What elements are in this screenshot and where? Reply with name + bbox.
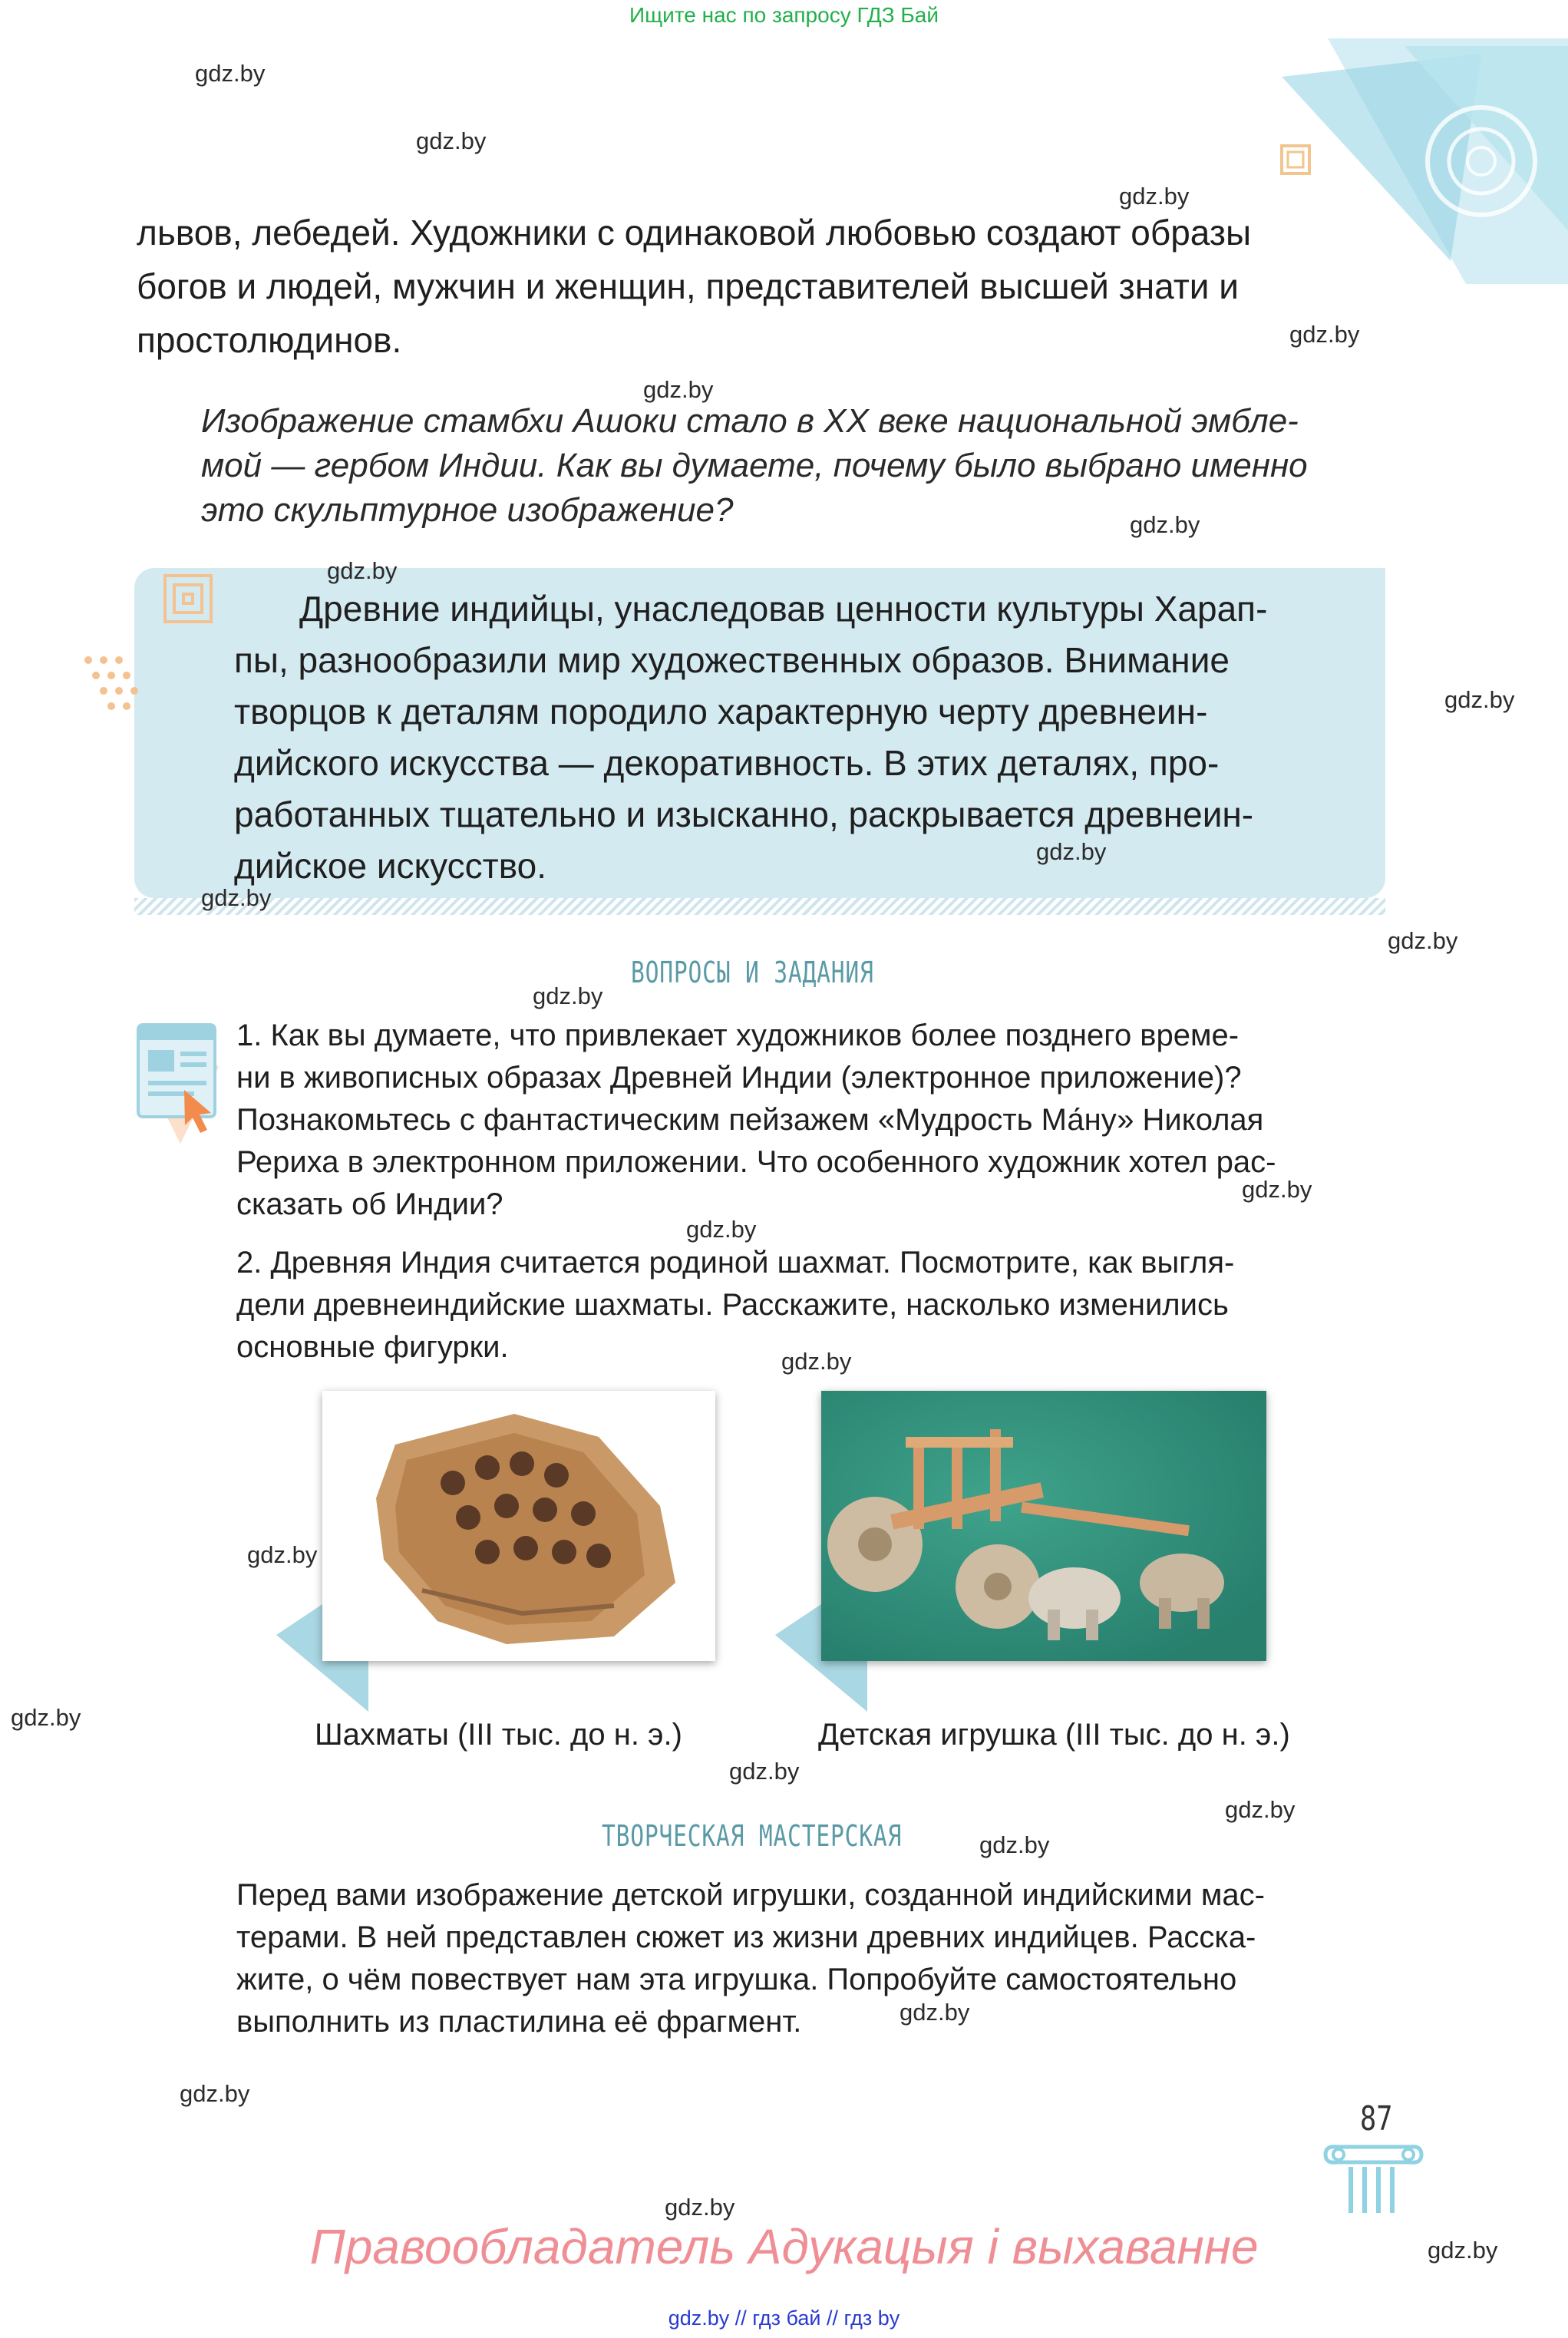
text-line: дели древнеиндийские шахматы. Расскажите, насколько изменились (236, 1288, 1229, 1322)
page-number: 87 (1360, 2099, 1393, 2138)
toy-photo (821, 1391, 1266, 1661)
watermark: gdz.by (1036, 838, 1107, 865)
copyright-footer: Правообладатель Адукацыя і выхаванне (309, 2219, 1259, 2274)
watermark: gdz.by (327, 557, 398, 584)
watermark: gdz.by (180, 2080, 250, 2107)
text-line: 2. Древняя Индия считается родиной шахмат. Посмотрите, как выгля- (236, 1246, 1235, 1280)
electronic-app-icon (134, 1021, 226, 1159)
watermark: gdz.by (533, 982, 603, 1009)
text-line: богов и людей, мужчин и женщин, представителей высшей знати и (137, 266, 1239, 306)
watermark: gdz.by (247, 1541, 318, 1568)
watermark: gdz.by (979, 1831, 1050, 1858)
watermark: gdz.by (1428, 2237, 1498, 2264)
questions-heading: ВОПРОСЫ И ЗАДАНИЯ (631, 956, 874, 989)
text-line: выполнить из пластилина её фрагмент. (236, 2005, 802, 2039)
workshop-text (236, 1874, 1389, 2043)
watermark: gdz.by (201, 884, 272, 911)
watermark: gdz.by (416, 127, 487, 154)
watermark: gdz.by (729, 1758, 800, 1785)
text-line: простолюдинов. (137, 320, 402, 360)
intro-paragraph (137, 206, 1388, 367)
watermark: gdz.by (665, 2194, 735, 2221)
summary-text (234, 583, 1347, 892)
ornament-icon (73, 560, 234, 737)
text-line: Рериха в электронном приложении. Что особенного художник хотел рас- (236, 1145, 1276, 1179)
text-line: Изображение стамбхи Ашоки стало в XX веке национальной эмбле- (201, 402, 1299, 440)
workshop-heading: ТВОРЧЕСКАЯ МАСТЕРСКАЯ (602, 1819, 903, 1853)
watermark: gdz.by (1119, 183, 1190, 210)
watermark: gdz.by (11, 1704, 81, 1731)
watermark: gdz.by (781, 1348, 852, 1375)
text-line: жите, о чём повествует нам эта игрушка. Попробуйте самостоятельно (236, 1963, 1237, 1996)
text-line: Познакомьтесь с фантастическим пейзажем «Мудрость Ма́ну» Николая (236, 1103, 1264, 1137)
text-line: ни в живописных образах Древней Индии (электронное приложение)? (236, 1061, 1242, 1095)
text-line: основные фигурки. (236, 1330, 509, 1364)
column-icon (1322, 2144, 1425, 2217)
summary-box-stripe (134, 898, 1385, 915)
watermark: gdz.by (1289, 321, 1360, 348)
watermark: gdz.by (900, 1999, 970, 2026)
watermark: gdz.by (195, 60, 266, 87)
text-line: 1. Как вы думаете, что привлекает художников более позднего време- (236, 1019, 1240, 1052)
text-line: творцов к деталям породило характерную черту древнеин- (234, 692, 1208, 731)
text-line: мой — гербом Индии. Как вы думаете, почему было выбрано именно (201, 447, 1308, 484)
chess-photo (322, 1391, 715, 1661)
task-1 (236, 1015, 1389, 1226)
watermark: gdz.by (1225, 1796, 1296, 1823)
italic-question (201, 399, 1391, 533)
watermark: gdz.by (1130, 511, 1200, 538)
watermark: gdz.by (1444, 686, 1515, 713)
text-line: работанных тщательно и изысканно, раскрывается древнеин- (234, 794, 1254, 834)
watermark: gdz.by (1388, 927, 1458, 954)
watermark: gdz.by (686, 1216, 757, 1243)
watermark: gdz.by (643, 376, 714, 403)
text-line: терами. В ней представлен сюжет из жизни древних индийцев. Расска- (236, 1920, 1256, 1954)
text-line: дийское искусство. (234, 846, 546, 886)
text-line: дийского искусства — декоративность. В этих деталях, про- (234, 743, 1220, 783)
text-line: Древние индийцы, унаследовав ценности культуры Харап- (299, 589, 1268, 629)
footer-links[interactable]: gdz.by // гдз бай // гдз by (668, 2307, 900, 2330)
text-line: львов, лебедей. Художники с одинаковой любовью создают образы (137, 213, 1252, 253)
top-banner: Ищите нас по запросу ГДЗ Бай (629, 3, 939, 27)
text-line: пы, разнообразили мир художественных образов. Внимание (234, 640, 1230, 680)
caption-toy: Детская игрушка (III тыс. до н. э.) (818, 1718, 1290, 1752)
text-line: сказать об Индии? (236, 1187, 503, 1221)
text-line: это скульптурное изображение? (201, 491, 734, 529)
text-line: Перед вами изображение детской игрушки, созданной индийскими мас- (236, 1878, 1265, 1912)
caption-chess: Шахматы (III тыс. до н. э.) (315, 1718, 682, 1752)
watermark: gdz.by (1242, 1176, 1312, 1203)
